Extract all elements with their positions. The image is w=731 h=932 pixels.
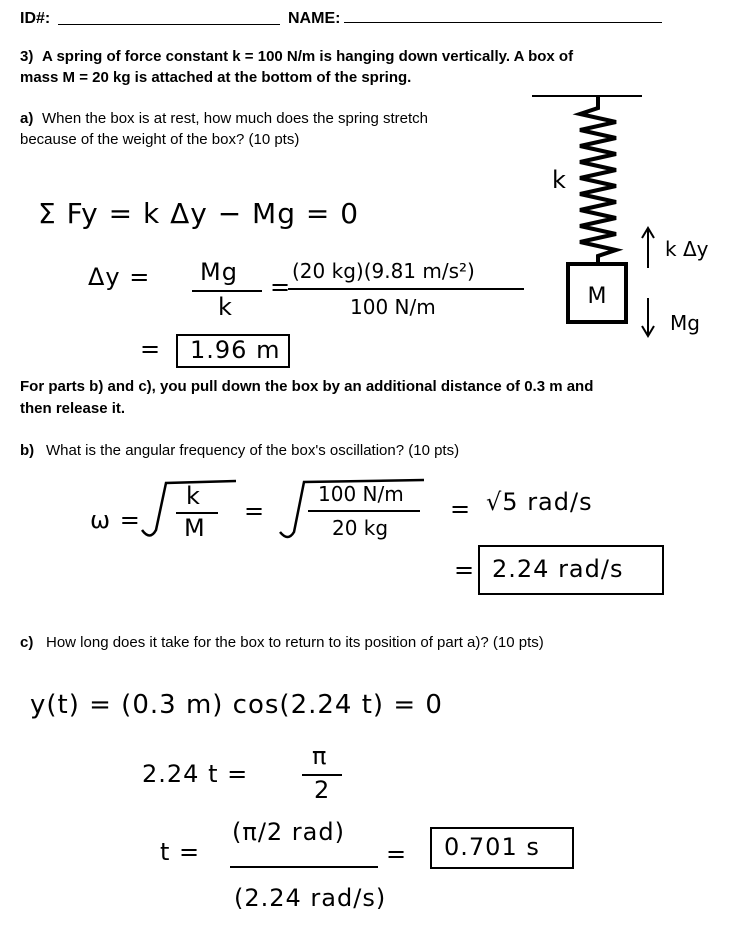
part-a-question-line2: because of the weight of the box? (10 pts) (20, 131, 300, 148)
part-a-den2: 100 N/m (350, 295, 436, 319)
part-b-eq-sign3: = (454, 556, 476, 584)
mass-label: M (587, 284, 607, 309)
problem-statement-line1: A spring of force constant k = 100 N/m is hanging down vertically. A box of (42, 48, 574, 65)
part-a-eq-sign1: = (270, 273, 292, 301)
part-b-eq-sign2: = (450, 495, 472, 523)
part-a-eq1: Σ Fy = k Δy − Mg = 0 (38, 197, 360, 230)
part-c-label: c) (20, 634, 34, 651)
up-force-label: k Δy (665, 237, 709, 261)
part-c-eq1: y(t) = (0.3 m) cos(2.24 t) = 0 (30, 690, 443, 720)
part-c-den: (2.24 rad/s) (234, 884, 387, 912)
transition-line2: then release it. (20, 400, 126, 417)
part-b-num2: 100 N/m (318, 482, 404, 506)
part-c-pi: π (312, 742, 328, 770)
part-c-answer-box (430, 827, 574, 869)
name-field-line (344, 22, 662, 23)
part-a-answer: 1.96 m (190, 336, 281, 364)
part-c-question: How long does it take for the box to return to its position of part a)? (10 pts) (46, 634, 544, 651)
part-a-num2: (20 kg)(9.81 m/s²) (292, 259, 475, 283)
part-c-frac2-line (230, 866, 378, 868)
spring-coil (580, 96, 616, 264)
part-c-answer: 0.701 s (444, 833, 540, 861)
part-b-num1: k (186, 482, 201, 510)
spring-diagram (520, 88, 731, 348)
id-label: ID#: (20, 10, 51, 27)
part-a-question-line1: When the box is at rest, how much does the spring stretch (42, 110, 429, 127)
part-c-eq2-left: 2.24 t = (142, 760, 249, 788)
down-force-label: Mg (670, 311, 700, 335)
part-a-num1: Mg (200, 258, 238, 286)
part-b-answer-box (478, 545, 664, 595)
part-a-dy: Δy = (88, 263, 151, 291)
part-b-question: What is the angular frequency of the box's oscillation? (10 pts) (46, 442, 460, 459)
name-label: NAME: (288, 10, 341, 27)
part-b-answer: 2.24 rad/s (492, 555, 624, 583)
part-b-eq-sign1: = (244, 497, 266, 525)
part-c-two: 2 (314, 776, 331, 804)
part-a-den1: k (218, 293, 233, 321)
part-c-num: (π/2 rad) (232, 818, 345, 846)
part-c-eq-sign: = (386, 840, 408, 868)
part-a-label: a) (20, 110, 34, 127)
part-b-omega: ω = (90, 506, 141, 534)
part-a-answer-box (176, 334, 290, 368)
part-a-eq-sign2: = (140, 335, 162, 363)
spring-label: k (552, 166, 566, 194)
part-c-t-eq: t = (160, 838, 201, 866)
part-a-frac2-line (288, 288, 524, 290)
problem-statement-line2: mass M = 20 kg is attached at the bottom of the spring. (20, 69, 412, 86)
part-b-sqrt5: √5 rad/s (486, 488, 593, 516)
part-a-frac1-line (192, 290, 262, 292)
id-field-line (58, 24, 280, 25)
transition-line1: For parts b) and c), you pull down the box by an additional distance of 0.3 m and (20, 378, 594, 395)
part-b-label: b) (20, 442, 35, 459)
problem-number: 3) (20, 48, 34, 65)
part-b-den2: 20 kg (332, 516, 389, 540)
part-b-den1: M (184, 514, 206, 542)
part-b-frac2-line (308, 510, 420, 512)
